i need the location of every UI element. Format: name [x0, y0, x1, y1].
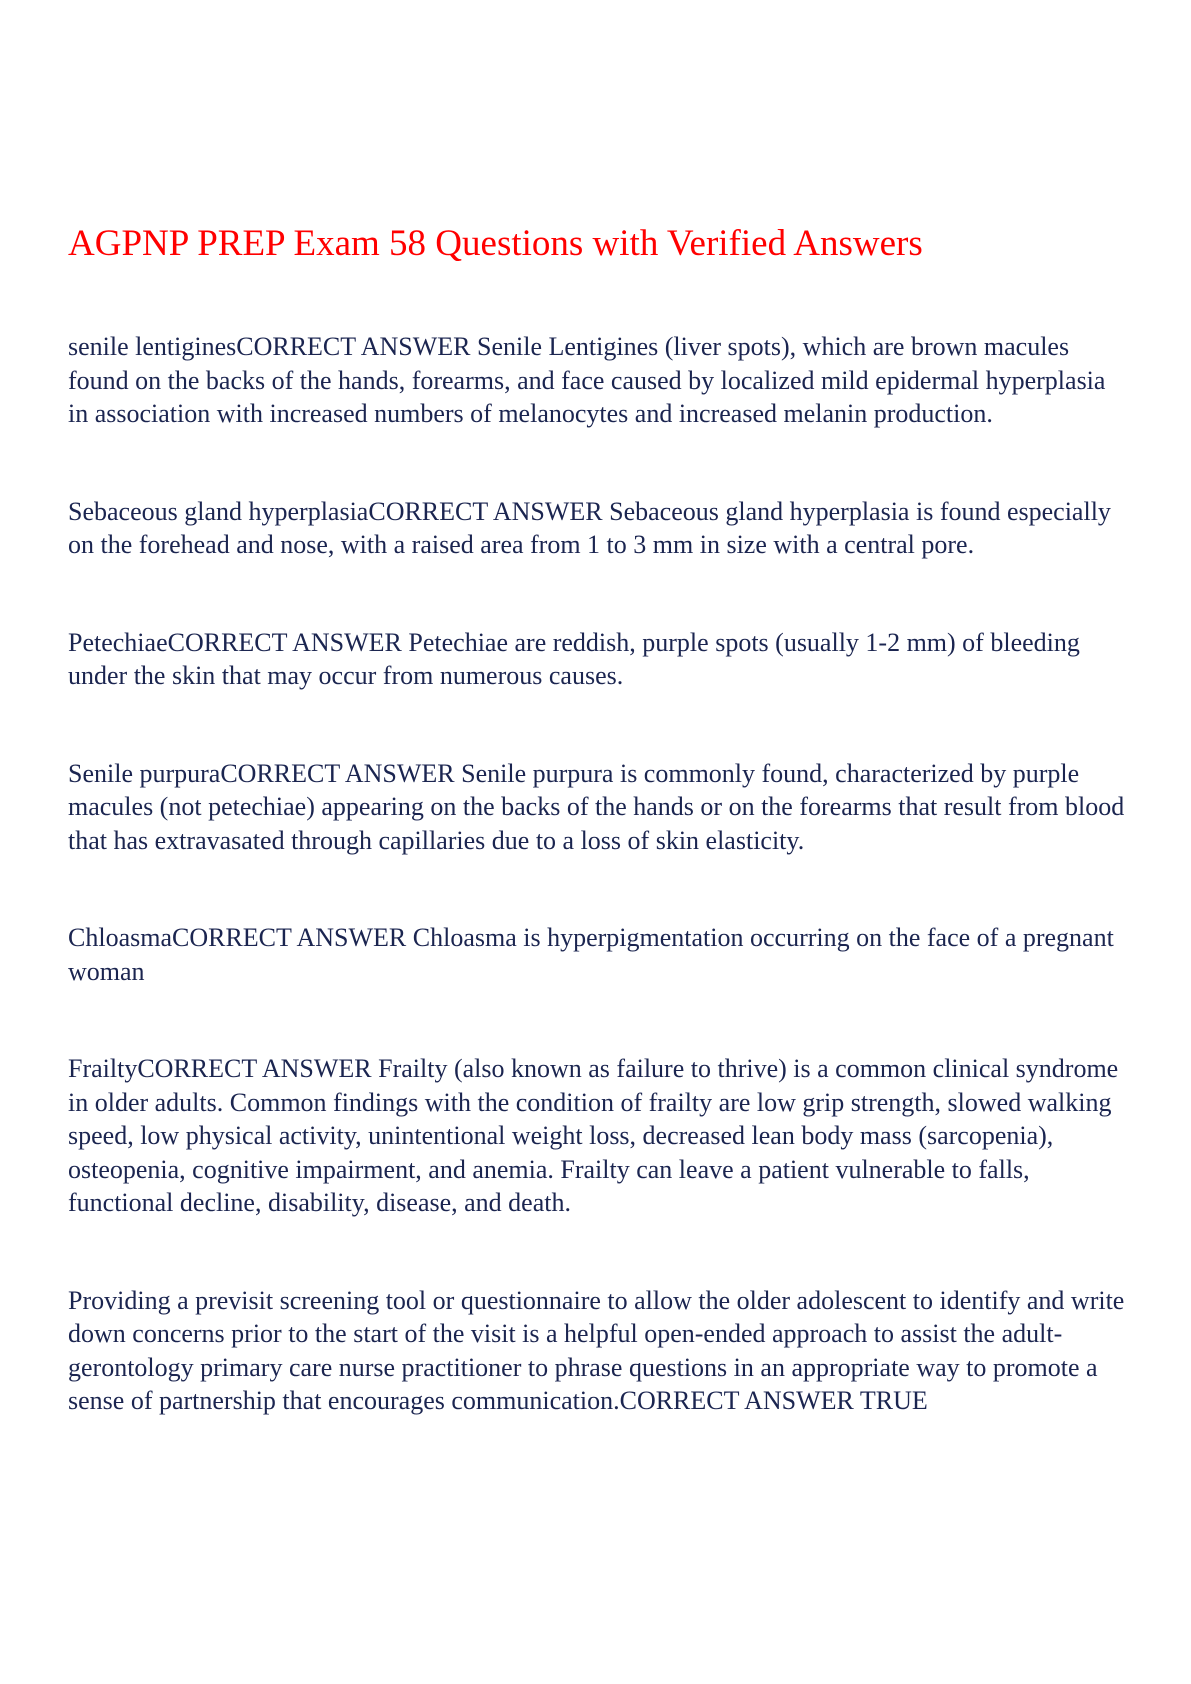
- qa-entry-frailty: FrailtyCORRECT ANSWER Frailty (also known as failure to thrive) is a common clinical syndrome in older adults. Common findings with the condition of frailty are low grip strength, slowed walking speed, low physical activity, unintentional weight loss, decreased lean body mass (sarcopenia), osteopenia, cognitive impairment, and anemia. Frailty can leave a patient vulnerable to falls, functional decline, disability, disease, and death.: [68, 1054, 1119, 1217]
- qa-entry-sebaceous-gland-hyperplasia: Sebaceous gland hyperplasiaCORRECT ANSWER Sebaceous gland hyperplasia is found especially on the forehead and nose, with a raised area from 1 to 3 mm in size with a central pore.: [68, 496, 1111, 559]
- qa-entry-petechiae: PetechiaeCORRECT ANSWER Petechiae are reddish, purple spots (usually 1-2 mm) of bleeding under the skin that may occur from numerous causes.: [68, 627, 1080, 690]
- qa-list: [68, 330, 1128, 1418]
- document-title: AGPNP PREP Exam 58 Questions with Verified Answers: [68, 223, 923, 264]
- qa-entry-senile-lentigines: senile lentiginesCORRECT ANSWER Senile Lentigines (liver spots), which are brown macules found on the backs of the hands, forearms, and face caused by localized mild epidermal hyperplasia in association with increased numbers of melanocytes and increased melanin production.: [68, 332, 1106, 428]
- qa-entry-previsit-screening: Providing a previsit screening tool or questionnaire to allow the older adolescent to identify and write down concerns prior to the start of the visit is a helpful open-ended approach to assist the adult-gerontology primary care nurse practitioner to phrase questions in an appropriate way to promote a sense of partnership that encourages communication.CORRECT ANSWER TRUE: [68, 1285, 1125, 1415]
- qa-entry-chloasma: ChloasmaCORRECT ANSWER Chloasma is hyperpigmentation occurring on the face of a pregnant woman: [68, 923, 1114, 986]
- qa-entry-senile-purpura: Senile purpuraCORRECT ANSWER Senile purpura is commonly found, characterized by purple macules (not petechiae) appearing on the backs of the hands or on the forearms that result from blood that has extravasated through capillaries due to a loss of skin elasticity.: [68, 758, 1125, 855]
